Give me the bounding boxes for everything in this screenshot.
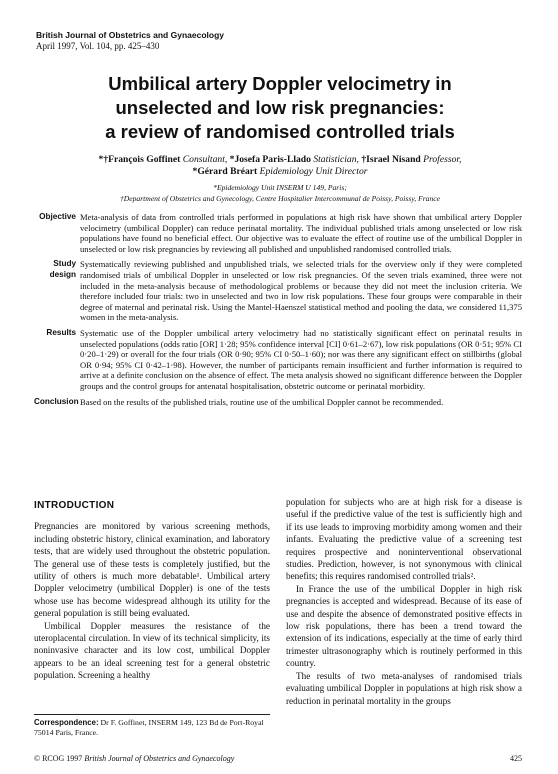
title-line: unselected and low risk pregnancies: [115,97,445,118]
abstract-text: Systematically reviewing published and unpublished trials, we selected trials for the overview only if they were completed randomised trials of umbilical Doppler in unselected or low risk pregnancies. Of the seven trials examined, three were not included in the meta-analysis because of methodological problems or because they did not meet the inclusion criteria. We therefore included four trials: two in unselected and two in low risk populations. These four groups were comparable in their degree of maternal and perinatal risk. Using the Mantel-Haenszel statistical method and pooling the data, we considered 11,375 women in the meta-analysis. [80,259,522,323]
abstract-label: Conclusion [34,396,79,406]
page-number: 425 [510,754,522,763]
author-role: Consultant, [180,154,230,165]
abstract-text: Meta-analysis of data from controlled trials performed in populations at high risk have shown that umbilical artery Doppler velocimetry (umbilical Doppler) can reduce perinatal mortality. The individual published trials among unselected or low risk populations have found no beneficial effect. Our objective was to evaluate the effect of routine use of the umbilical Doppler in unselected or low risk pregnancies by reviewing all published and unpublished randomised controlled trials. [80,212,522,254]
copyright-text: © RCOG 1997 [34,754,83,763]
paragraph: In France the use of the umbilical Doppler in high risk pregnancies is accepted and widespread. Because of its ease of use and despite the absence of demonstrated positive effects in low risk populations, there has been a trend toward the extension of its indications, especially at the time of early third trimester ultrasonography which is routinely performed in this country. [286,583,522,669]
footer-journal: British Journal of Obstetrics and Gynaecology [82,754,235,763]
affiliations [40,182,520,204]
correspondence-note [34,714,270,738]
affiliation: *Epidemiology Unit INSERM U 149, Paris; [213,183,347,192]
author-role: Epidemiology Unit Director [257,166,368,177]
journal-name: British Journal of Obstetrics and Gynaecology [36,30,224,40]
title-line: a review of randomised controlled trials [105,121,455,142]
abstract-label: Results [46,327,76,337]
footnote-rule [34,714,270,715]
author-name: *Gérard Bréart [192,166,258,177]
paragraph: Pregnancies are monitored by various screening methods, including obstetric history, clinical examination, and laboratory tests, that are widely used throughout the obstetric population. The general use of these tests is completely justified, but the utility of others is much more debatable¹. Umbilical artery Doppler velocimetry (umbilical Doppler) is one of the tests whose use has become widespread although its utility for the general population is still being evaluated. [34,521,270,619]
abstract-label: Objective [39,212,76,221]
paragraph: Umbilical Doppler measures the resistance of the uteroplacental circulation. In view of its technical simplicity, its noninvasive character and its low cost, umbilical Doppler appears to be an ideal screening test for a general obstetric population. Screening a healthy [34,620,270,681]
article-title [40,72,520,144]
body-column-right [286,496,522,707]
author-name: *Josefa Paris-Llado [229,154,311,165]
abstract-conclusion [34,397,522,408]
author-name: *†François Goffinet [98,154,181,165]
author-role: Professor, [420,154,462,165]
abstract-results [34,328,522,392]
section-heading: INTRODUCTION [34,500,115,511]
abstract-text: Based on the results of the published trials, routine use of the umbilical Doppler cannot be recommended. [80,396,444,407]
paragraph: population for subjects who are at high risk for a disease is useful if the predictive value of the test is sufficiently high and if its use leads to improving morbidity among women and their infants. Evaluating the predictive value of a screening test requires prospective and noninterventional observational studies. Prediction, however, is not synonymous with clinical benefits; this requires randomised controlled trials². [286,497,522,582]
journal-issue: April 1997, Vol. 104, pp. 425–430 [36,41,160,51]
abstract-objective [34,212,522,254]
author-name: †Israel Nisand [361,154,421,165]
title-line: Umbilical artery Doppler velocimetry in [108,73,452,94]
journal-header [36,30,224,52]
correspondence-text: Dr F. Goffinet, INSERM 149, 123 Bd de Port-Royal 75014 Paris, France. [34,718,264,737]
page-footer [34,754,522,763]
affiliation: †Department of Obstetrics and Gynecology, Centre Hospitalier Intercommunal de Poissy, Poissy, France [119,194,440,203]
abstract-design [34,259,522,323]
body-column-left [34,496,270,682]
abstract [34,212,522,412]
abstract-text: Systematic use of the Doppler umbilical artery velocimetry had no statistically significant effect on perinatal results in unselected populations (odds ratio [OR] 1·28; 95% confidence interval [CI] 0·61–2·67), low risk populations (OR 0·51; 95% CI 0·20–1·29) or overall for the four trials (OR 0·90; 95% CI 0·50–1·60); nor was there any significant effect on stillbirths (global OR 0·94; 95% CI 0·42–1·98). However, the number of participants remain insufficient and further information is required to arrive at a definite conclusion on the absence of effect. The meta analysis showed no significant difference between the Doppler groups and the control groups for antenatal hospitalisation, obstetric outcome or perinatal morbidity. [80,327,522,391]
abstract-label: Study design [49,259,76,279]
author-role: Statistician, [310,154,362,165]
footer-copyright [34,754,234,763]
correspondence-label: Correspondence: [34,718,99,727]
paragraph: The results of two meta-analyses of randomised trials evaluating umbilical Doppler in populations at high risk show a reduction in perinatal mortality in the groups [286,670,522,706]
author-list [40,154,520,178]
